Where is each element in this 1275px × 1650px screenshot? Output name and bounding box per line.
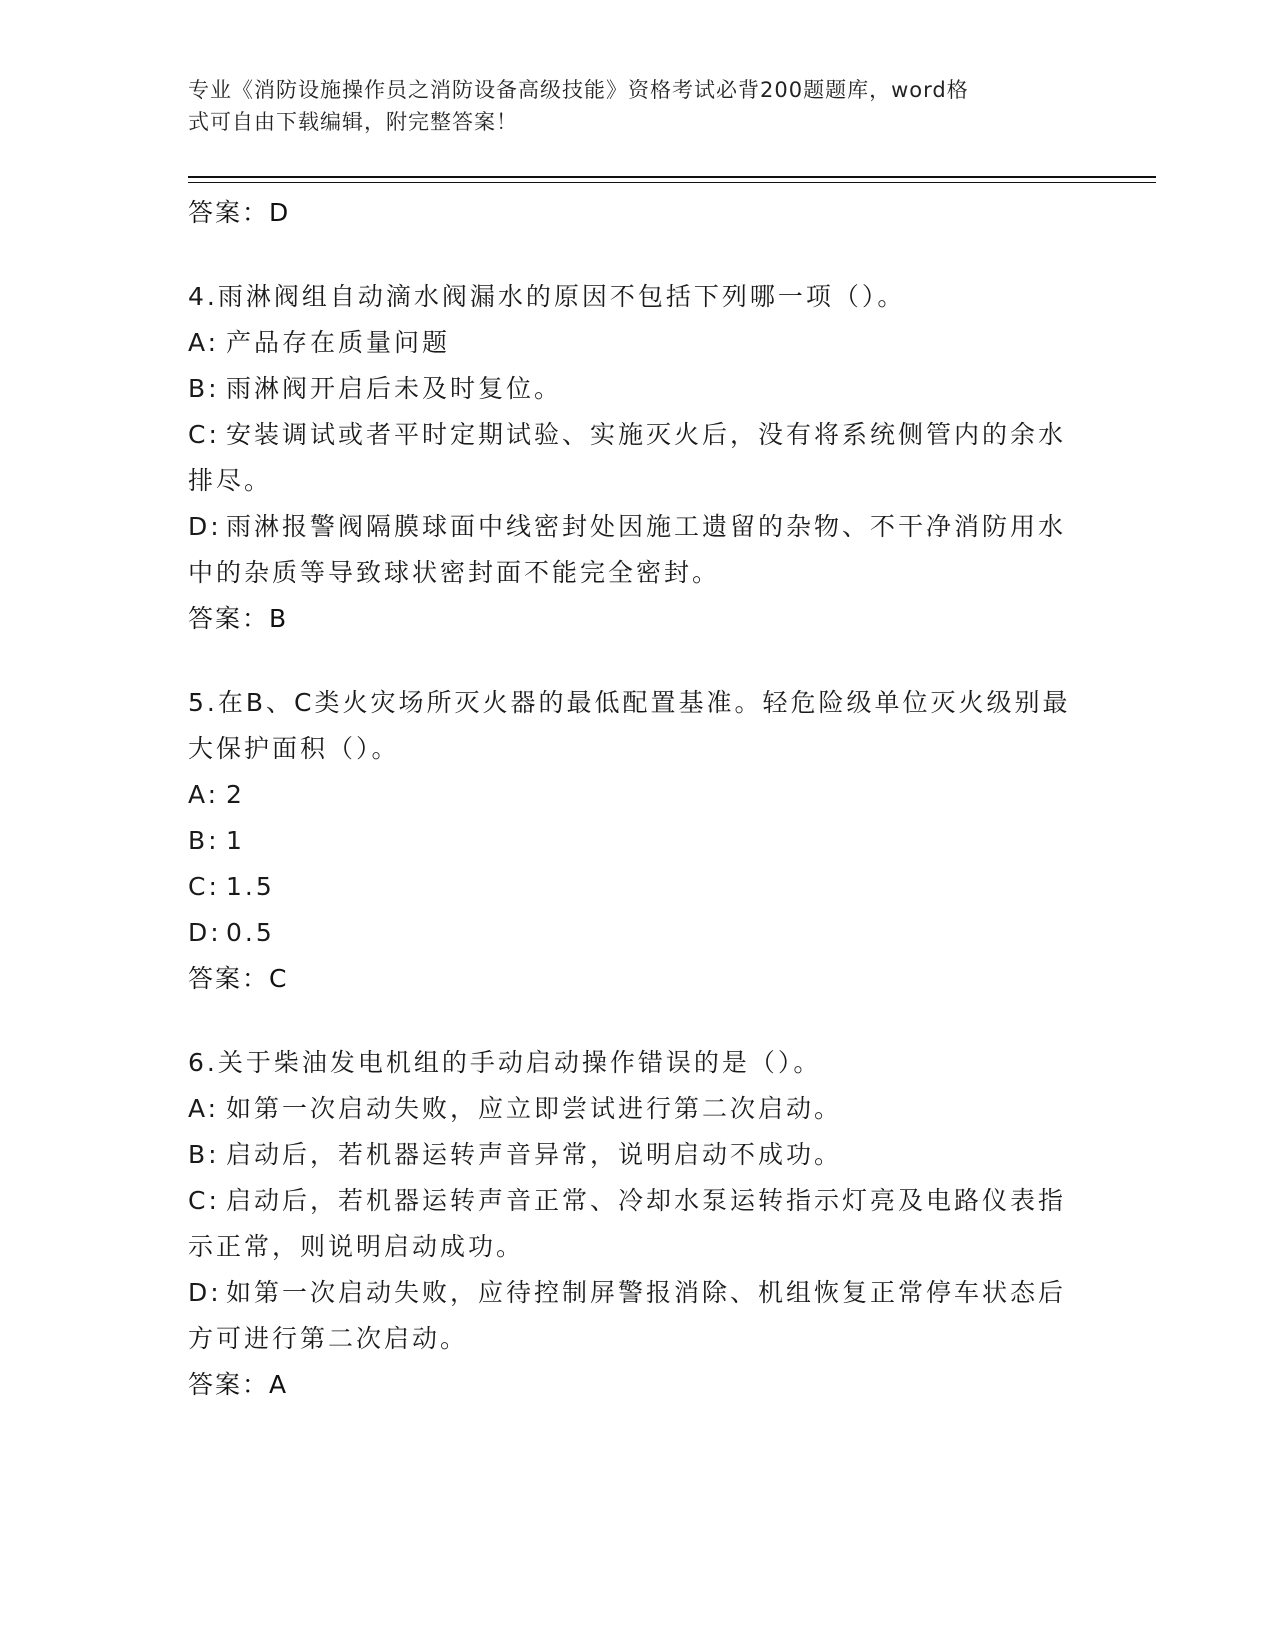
header-divider-thin bbox=[188, 182, 1156, 183]
question-stem: 5.在B、C类火灾场所灭火器的最低配置基准。轻危险级单位灭火级别最大保护面积（）。 bbox=[188, 688, 1071, 763]
option-b bbox=[188, 818, 1088, 864]
option-a bbox=[188, 772, 1088, 818]
question-answer: 答案：A bbox=[188, 1370, 289, 1399]
option-text: 0.5 bbox=[226, 918, 275, 947]
question-6 bbox=[188, 1040, 1088, 1408]
question-answer: 答案：B bbox=[188, 604, 289, 633]
option-c bbox=[188, 1178, 1088, 1270]
option-d bbox=[188, 910, 1088, 956]
option-letter: B: bbox=[188, 374, 220, 403]
option-text: 启动后，若机器运转声音异常，说明启动不成功。 bbox=[226, 1140, 843, 1169]
question-list bbox=[188, 190, 1088, 1408]
option-b bbox=[188, 366, 1088, 412]
option-text: 1.5 bbox=[226, 872, 275, 901]
header-divider-thick bbox=[188, 176, 1156, 178]
option-letter: A: bbox=[188, 328, 220, 357]
document-header bbox=[188, 74, 1068, 138]
option-d bbox=[188, 504, 1088, 596]
option-c bbox=[188, 412, 1088, 504]
option-text: 产品存在质量问题 bbox=[226, 328, 451, 357]
option-letter: B: bbox=[188, 1140, 220, 1169]
option-letter: D: bbox=[188, 512, 222, 541]
header-line-2: 式可自由下载编辑，附完整答案！ bbox=[188, 110, 518, 134]
option-b bbox=[188, 1132, 1088, 1178]
option-text: 如第一次启动失败，应立即尝试进行第二次启动。 bbox=[226, 1094, 843, 1123]
question-answer: 答案：C bbox=[188, 964, 289, 993]
option-a bbox=[188, 1086, 1088, 1132]
option-a bbox=[188, 320, 1088, 366]
question-4 bbox=[188, 274, 1088, 642]
option-text: 安装调试或者平时定期试验、实施灭火后，没有将系统侧管内的余水排尽。 bbox=[188, 420, 1067, 495]
option-letter: D: bbox=[188, 918, 222, 947]
header-line-1: 专业《消防设施操作员之消防设备高级技能》资格考试必背200题题库，word格 bbox=[188, 78, 969, 102]
option-text: 启动后，若机器运转声音正常、冷却水泵运转指示灯亮及电路仪表指示正常，则说明启动成功。 bbox=[188, 1186, 1067, 1261]
option-text: 2 bbox=[226, 780, 245, 809]
previous-answer: 答案：D bbox=[188, 198, 291, 227]
spacer bbox=[188, 236, 1088, 274]
option-c bbox=[188, 864, 1088, 910]
option-letter: C: bbox=[188, 420, 220, 449]
spacer bbox=[188, 1002, 1088, 1040]
option-letter: A: bbox=[188, 780, 220, 809]
question-5 bbox=[188, 680, 1088, 1002]
spacer bbox=[188, 642, 1088, 680]
option-text: 雨淋阀开启后未及时复位。 bbox=[226, 374, 563, 403]
option-letter: D: bbox=[188, 1278, 222, 1307]
option-text: 1 bbox=[226, 826, 245, 855]
option-letter: C: bbox=[188, 872, 220, 901]
option-text: 雨淋报警阀隔膜球面中线密封处因施工遗留的杂物、不干净消防用水中的杂质等导致球状密封面不能完全密封。 bbox=[188, 512, 1067, 587]
question-stem: 6.关于柴油发电机组的手动启动操作错误的是（）。 bbox=[188, 1048, 822, 1077]
question-stem: 4.雨淋阀组自动滴水阀漏水的原因不包括下列哪一项（）。 bbox=[188, 282, 906, 311]
option-text: 如第一次启动失败，应待控制屏警报消除、机组恢复正常停车状态后方可进行第二次启动。 bbox=[188, 1278, 1067, 1353]
option-letter: C: bbox=[188, 1186, 220, 1215]
option-letter: A: bbox=[188, 1094, 220, 1123]
option-d bbox=[188, 1270, 1088, 1362]
option-letter: B: bbox=[188, 826, 220, 855]
